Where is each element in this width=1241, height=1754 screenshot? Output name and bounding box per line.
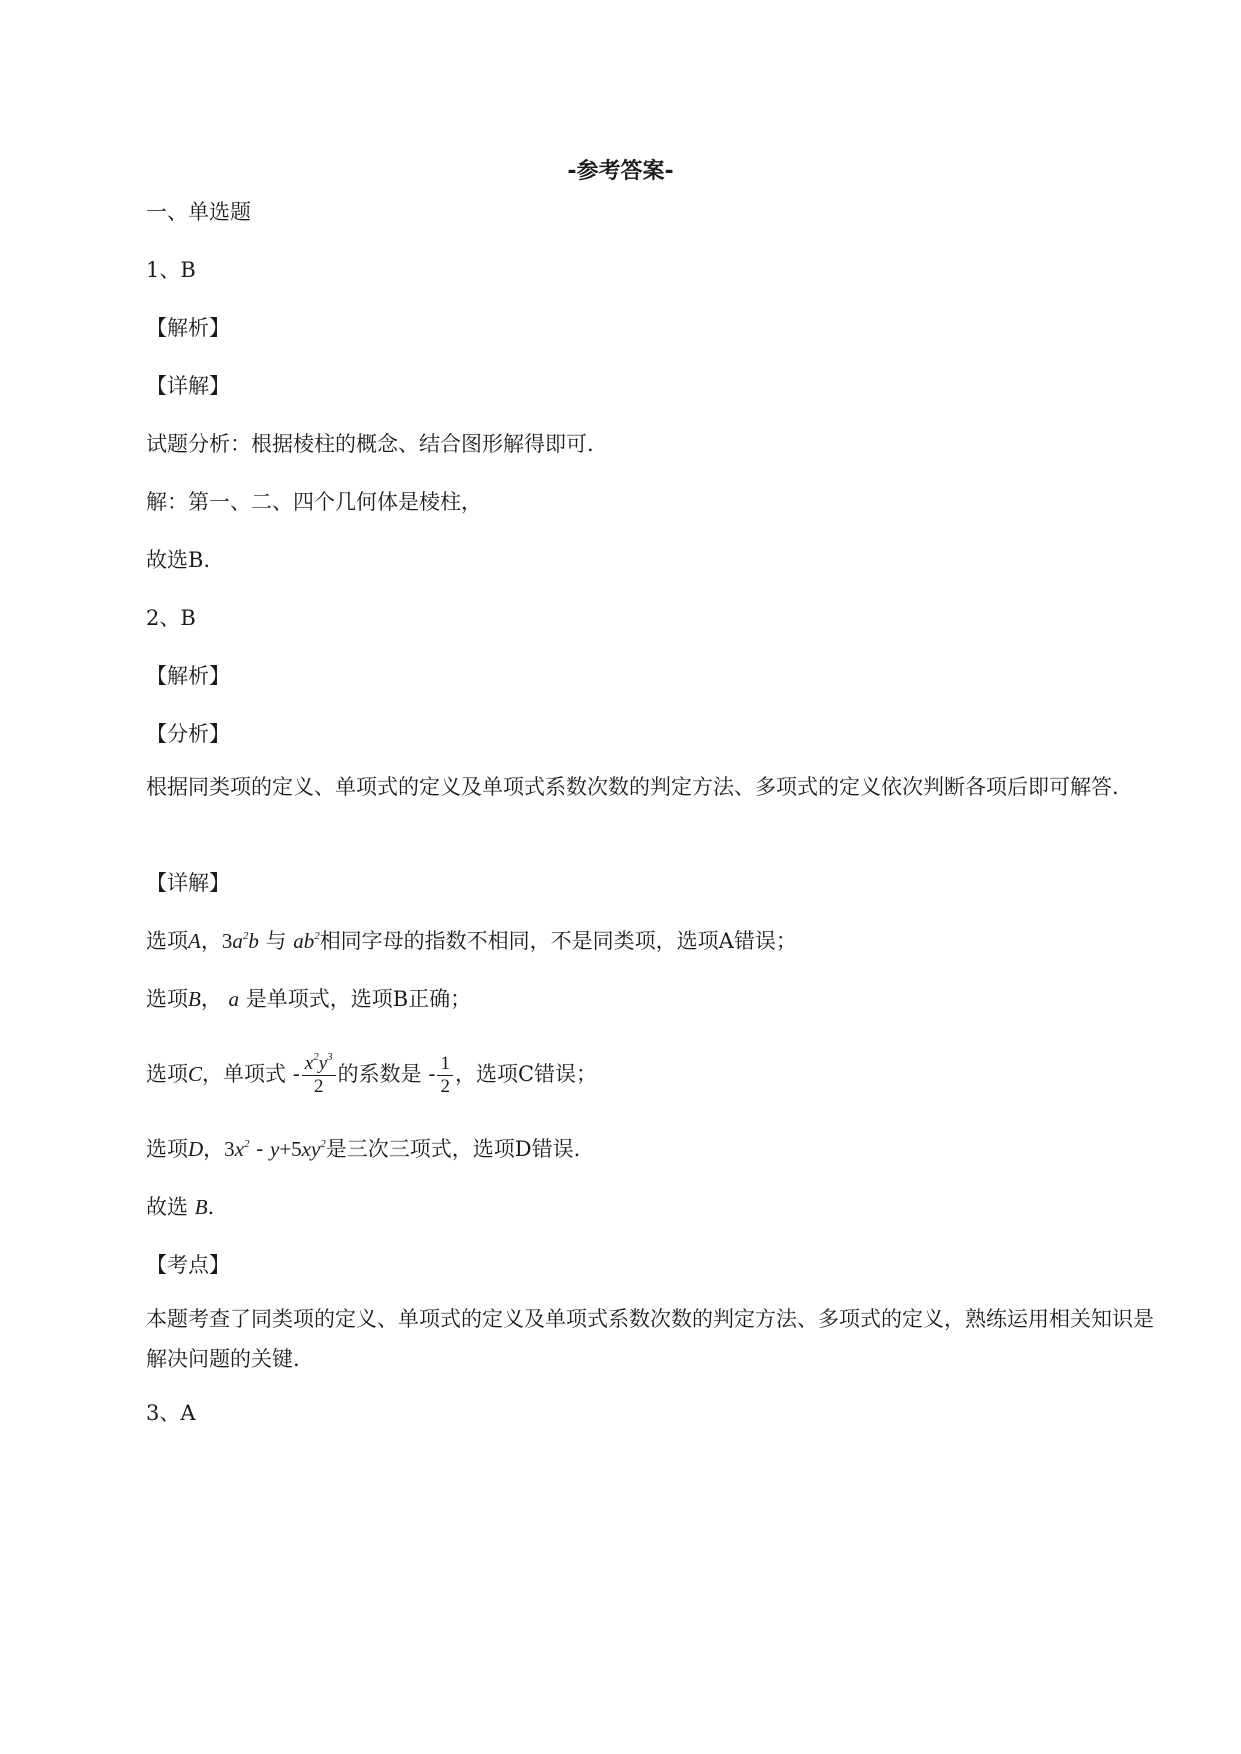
page-title: -参考答案- — [567, 159, 674, 184]
section-heading: 一、单选题 — [146, 200, 251, 224]
denominator: 2 — [440, 1076, 450, 1097]
q2-option-c — [146, 1044, 597, 1104]
q2-answer — [146, 1192, 214, 1222]
monomial-fraction — [302, 1053, 336, 1098]
q1-number: 1、B — [146, 258, 196, 282]
option-prefix: 选项 — [146, 929, 188, 953]
option-letter: D — [188, 1137, 204, 1161]
q2-option-a — [146, 926, 797, 956]
exponent: 2 — [314, 930, 320, 942]
variable: y — [269, 1137, 280, 1161]
option-letter: C — [188, 1062, 203, 1086]
q2-number: 2、B — [146, 606, 196, 630]
q1-analysis: 试题分析：根据棱柱的概念、结合图形解得即可. — [146, 432, 594, 456]
option-text: 相同字母的指数不相同，不是同类项，选项A错误； — [319, 929, 797, 953]
q2-kaodian-label: 【考点】 — [146, 1253, 230, 1277]
option-prefix: 选项 — [146, 1137, 188, 1161]
separator: ， — [200, 987, 222, 1011]
variable: xy — [301, 1137, 321, 1161]
variable: y — [318, 1053, 328, 1074]
exponent: 2 — [313, 1051, 319, 1063]
exponent: 2 — [242, 930, 249, 942]
answer-letter: B — [194, 1195, 208, 1219]
q2-xiangjie-label: 【详解】 — [146, 871, 230, 895]
option-text: 是单项式，选项B正确； — [245, 987, 472, 1011]
option-text: 是三次三项式，选项D错误. — [325, 1137, 581, 1161]
q1-jiexi-label: 【解析】 — [146, 316, 230, 340]
variable: a — [228, 987, 240, 1011]
separator: ， — [203, 1137, 225, 1161]
option-letter: A — [188, 929, 201, 953]
option-prefix: 选项 — [146, 987, 188, 1011]
answer-prefix: 故选 — [146, 1195, 195, 1219]
option-text: ，选项C错误； — [454, 1062, 598, 1086]
operator: - — [249, 1137, 270, 1161]
q2-kaodian-text: 本题考查了同类项的定义、单项式的定义及单项式系数次数的判定方法、多项式的定义，熟练运用相关知识是解决问题的关键. — [146, 1307, 1154, 1371]
numerator: 1 — [437, 1053, 453, 1076]
exponent: 2 — [320, 1138, 326, 1150]
q1-xiangjie-label: 【详解】 — [146, 374, 230, 398]
q2-fenxi-label: 【分析】 — [146, 722, 230, 746]
operator: +5 — [279, 1137, 302, 1161]
exponent: 2 — [244, 1138, 250, 1150]
connector-text: 与 — [258, 929, 294, 953]
variable: a — [232, 929, 243, 953]
denominator: 2 — [313, 1076, 324, 1097]
q1-answer: 故选B. — [146, 548, 211, 572]
option-prefix: 选项 — [146, 1062, 188, 1086]
exponent: 3 — [327, 1051, 333, 1063]
separator: ， — [200, 929, 222, 953]
coefficient: 3 — [224, 1137, 235, 1161]
option-text: 的系数是 - — [337, 1062, 436, 1086]
variable: x — [304, 1053, 314, 1074]
coefficient-fraction — [437, 1053, 453, 1098]
q3-number: 3、A — [146, 1401, 196, 1425]
q2-option-b — [146, 984, 471, 1014]
answer-suffix: . — [207, 1195, 215, 1219]
q2-jiexi-label: 【解析】 — [146, 664, 230, 688]
variable: b — [248, 929, 259, 953]
option-text: ，单项式 - — [202, 1062, 300, 1086]
q1-solution: 解：第一、二、四个几何体是棱柱， — [146, 490, 482, 514]
coefficient: 3 — [221, 929, 233, 953]
option-letter: B — [188, 987, 201, 1011]
q2-fenxi-text: 根据同类项的定义、单项式的定义及单项式系数次数的判定方法、多项式的定义依次判断各项后即可解答. — [146, 775, 1119, 799]
q2-option-d — [146, 1134, 580, 1164]
variable: ab — [293, 929, 315, 953]
variable: x — [234, 1137, 244, 1161]
